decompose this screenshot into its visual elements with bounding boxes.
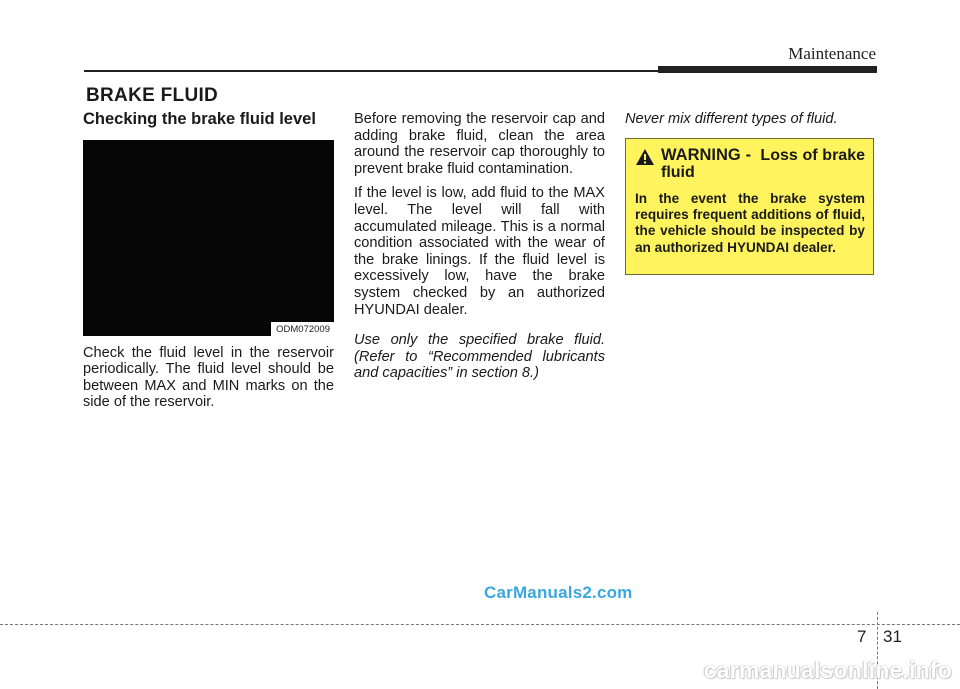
cleaning-paragraph: Before removing the reservoir cap and adding brake fluid, clean the area around the reservoir cap thoroughly to prevent brake fluid contamination.	[354, 111, 605, 177]
warning-header	[635, 147, 865, 182]
low-level-paragraph: If the level is low, add fluid to the MAX level. The level will fall with accumulated mileage. This is a normal condition associated with the wear of the brake linings. If the fluid level is excessively low, have the brake system checked by an authorized HYUNDAI dealer.	[354, 185, 605, 318]
watermark-carmanuals2: CarManuals2.com	[484, 583, 633, 602]
watermark-carmanualsonline: carmanualsonline.info	[703, 657, 952, 683]
warning-topic: Loss of brake fluid	[661, 146, 865, 182]
footer-dashed-rule	[0, 624, 960, 625]
column-1	[83, 111, 334, 419]
brake-fluid-reservoir-photo	[83, 140, 334, 336]
subsection-heading: Checking the brake fluid level	[83, 110, 316, 128]
photo-code: ODM072009	[271, 322, 334, 336]
warning-triangle-icon	[635, 148, 655, 166]
header-rule-thick	[658, 66, 877, 73]
column-2	[354, 111, 605, 390]
page-number: 31	[883, 627, 902, 646]
check-level-paragraph: Check the fluid level in the reservoir periodically. The fluid level should be between MAX and MIN marks on the side of the reservoir.	[83, 344, 334, 411]
section-title: BRAKE FLUID	[86, 85, 219, 106]
header-rule-thin	[84, 70, 658, 72]
never-mix-note: Never mix different types of fluid.	[625, 111, 838, 127]
warning-box	[625, 138, 874, 275]
header-title: Maintenance	[788, 44, 876, 63]
column-3	[625, 111, 876, 275]
warning-body: In the event the brake system requires frequent additions of fluid, the vehicle should be inspected by an authorized HYUNDAI dealer.	[635, 190, 865, 255]
specified-fluid-note: Use only the specified brake fluid. (Refer to “Recommended lubricants and capacities” in section 8.)	[354, 332, 605, 382]
warning-label: WARNING -	[661, 145, 752, 164]
chapter-number: 7	[857, 627, 867, 646]
